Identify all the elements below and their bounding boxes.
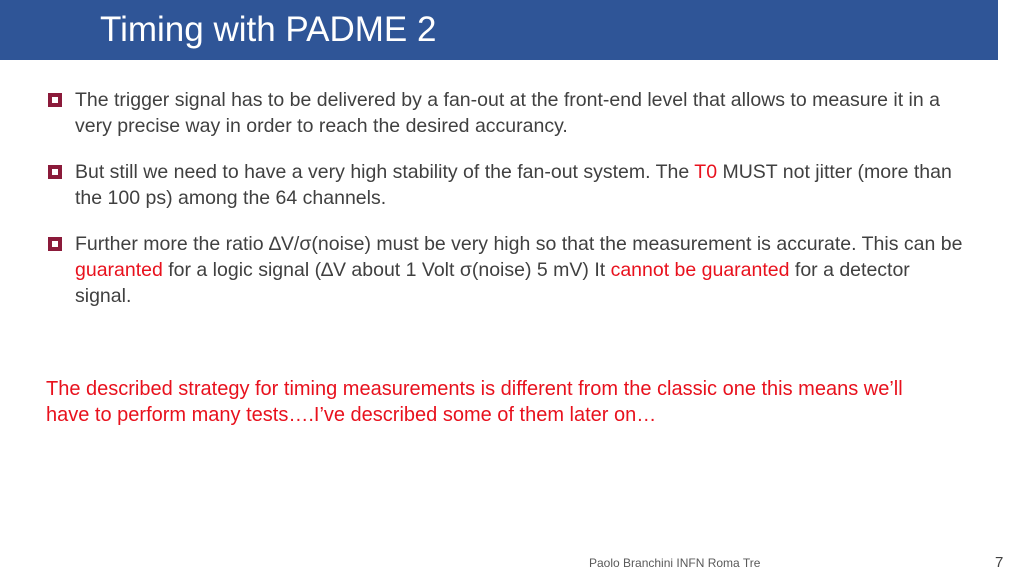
square-bullet-icon	[48, 237, 62, 251]
title-bar-gap	[998, 0, 1024, 60]
bullet-item-2	[46, 159, 966, 211]
bullet-item-1	[46, 87, 966, 139]
bullet-item-3	[46, 231, 966, 309]
footer-author: Paolo Branchini INFN Roma Tre	[589, 556, 761, 570]
bullet-text-part: for a logic signal (∆V about 1 Volt σ(noise) 5 mV) It	[162, 259, 611, 281]
bullet-text-part: But still we need to have a very high stability of the fan-out system. The	[75, 161, 695, 183]
square-bullet-icon	[48, 93, 62, 107]
page-number: 7	[995, 554, 1004, 571]
bullet-text-part: Further more the ratio ∆V/σ(noise) must be very high so that the measurement is accurate. This can be	[75, 233, 963, 255]
bullet-text	[75, 159, 966, 211]
square-bullet-icon	[48, 165, 62, 179]
bullet-text-part: MUST not jitter (more than the 100 ps) among the 64 channels.	[75, 161, 952, 209]
slide-title: Timing with PADME 2	[100, 10, 437, 49]
highlight-guaranted: guaranted	[75, 259, 163, 281]
highlight-t0: T0	[694, 161, 718, 183]
bullet-text: The trigger signal has to be delivered by a fan-out at the front-end level that allows to measure it in a very precise way in order to reach the desired accurancy.	[75, 89, 940, 137]
bullet-text-part: for a detector signal.	[75, 259, 910, 307]
highlight-cannot-be-guaranted: cannot be guaranted	[610, 259, 790, 281]
bullet-text	[75, 231, 966, 309]
conclusion-text: The described strategy for timing measurements is different from the classic one this means we’ll have to perform many tests….I’ve described some of them later on…	[46, 378, 903, 426]
